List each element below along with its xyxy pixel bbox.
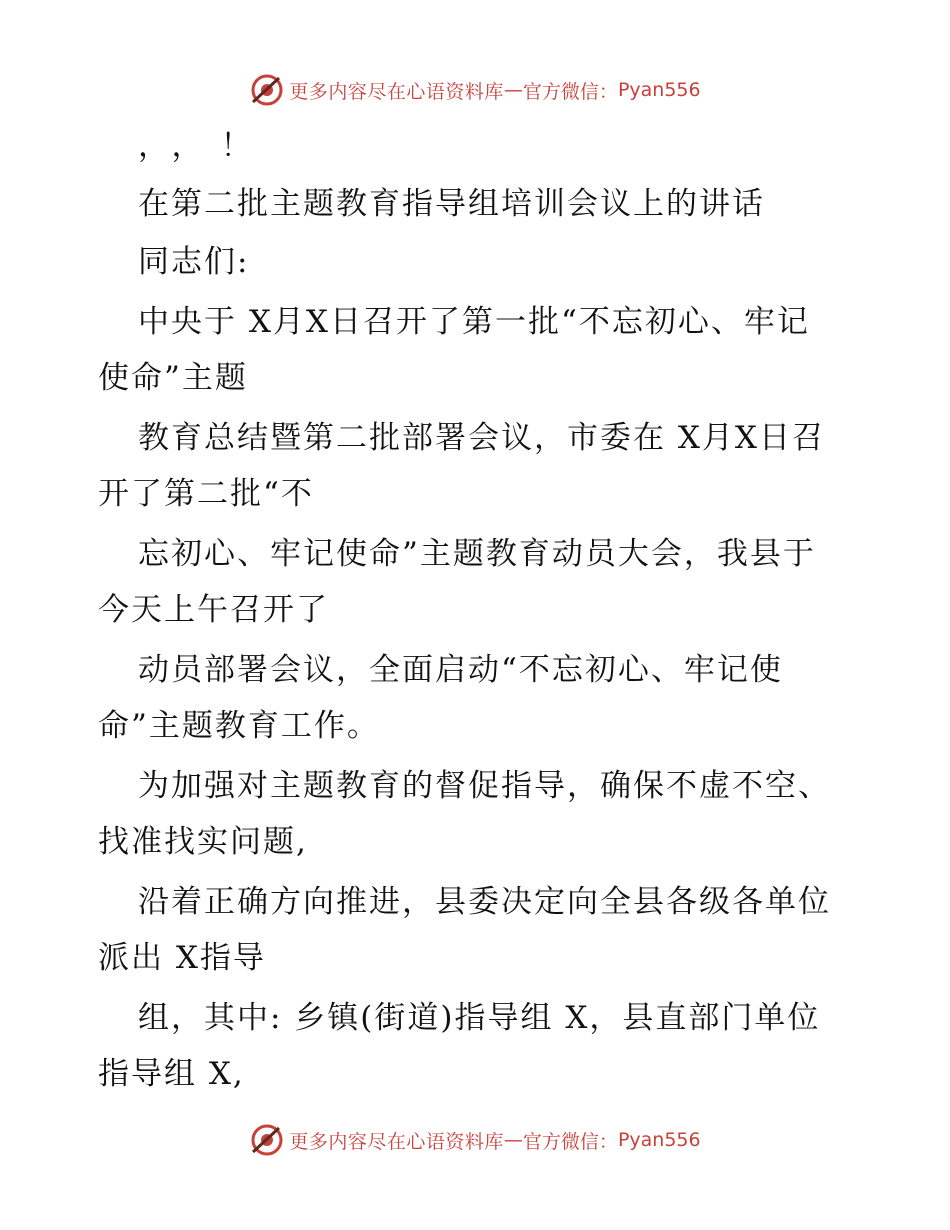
body-line: 派出 X指导 [98,940,266,976]
body-line: 中央于 X月X日召开了第一批“不忘初心、牢记 [138,304,810,340]
logo-icon [249,72,285,108]
banner-dash: — [503,1129,523,1151]
footer-banner [0,1120,950,1160]
body-line: 为加强对主题教育的督促指导，确保不虚不空、 [138,768,831,804]
body-line: 开了第二批“不 [98,476,314,512]
speech-title: 在第二批主题教育指导组培训会议上的讲话 [138,186,765,222]
banner-wechat-label: 官方微信： [522,80,618,103]
body-line: 动员部署会议，全面启动“不忘初心、牢记使 [138,652,783,688]
body-line: 今天上午召开了 [98,592,329,628]
punctuation-line: ，，！ [138,128,270,164]
banner-wechat-label: 官方微信： [522,1130,618,1153]
body-line: 忘初心、牢记使命”主题教育动员大会，我县于 [138,536,816,572]
body-line: 命”主题教育工作。 [98,708,380,744]
body-line: 找准找实问题, [98,824,308,860]
body-line: 组，其中: 乡镇(街道)指导组 X，县直部门单位 [138,1000,821,1036]
body-line: 教育总结暨第二批部署会议，市委在 X月X日召 [138,420,825,456]
banner-text: 更多内容尽在心语资料库 [289,1130,504,1153]
banner-dash: — [503,79,523,101]
body-line: 指导组 X, [98,1056,245,1092]
salutation: 同志们: [138,244,250,280]
banner-wechat-id: Pyan556 [617,79,701,101]
banner-text: 更多内容尽在心语资料库 [289,80,504,103]
header-banner [0,70,950,110]
logo-icon [249,1122,285,1158]
banner-wechat-id: Pyan556 [617,1129,701,1151]
body-line: 使命”主题 [98,360,248,396]
body-line: 沿着正确方向推进，县委决定向全县各级各单位 [138,884,831,920]
